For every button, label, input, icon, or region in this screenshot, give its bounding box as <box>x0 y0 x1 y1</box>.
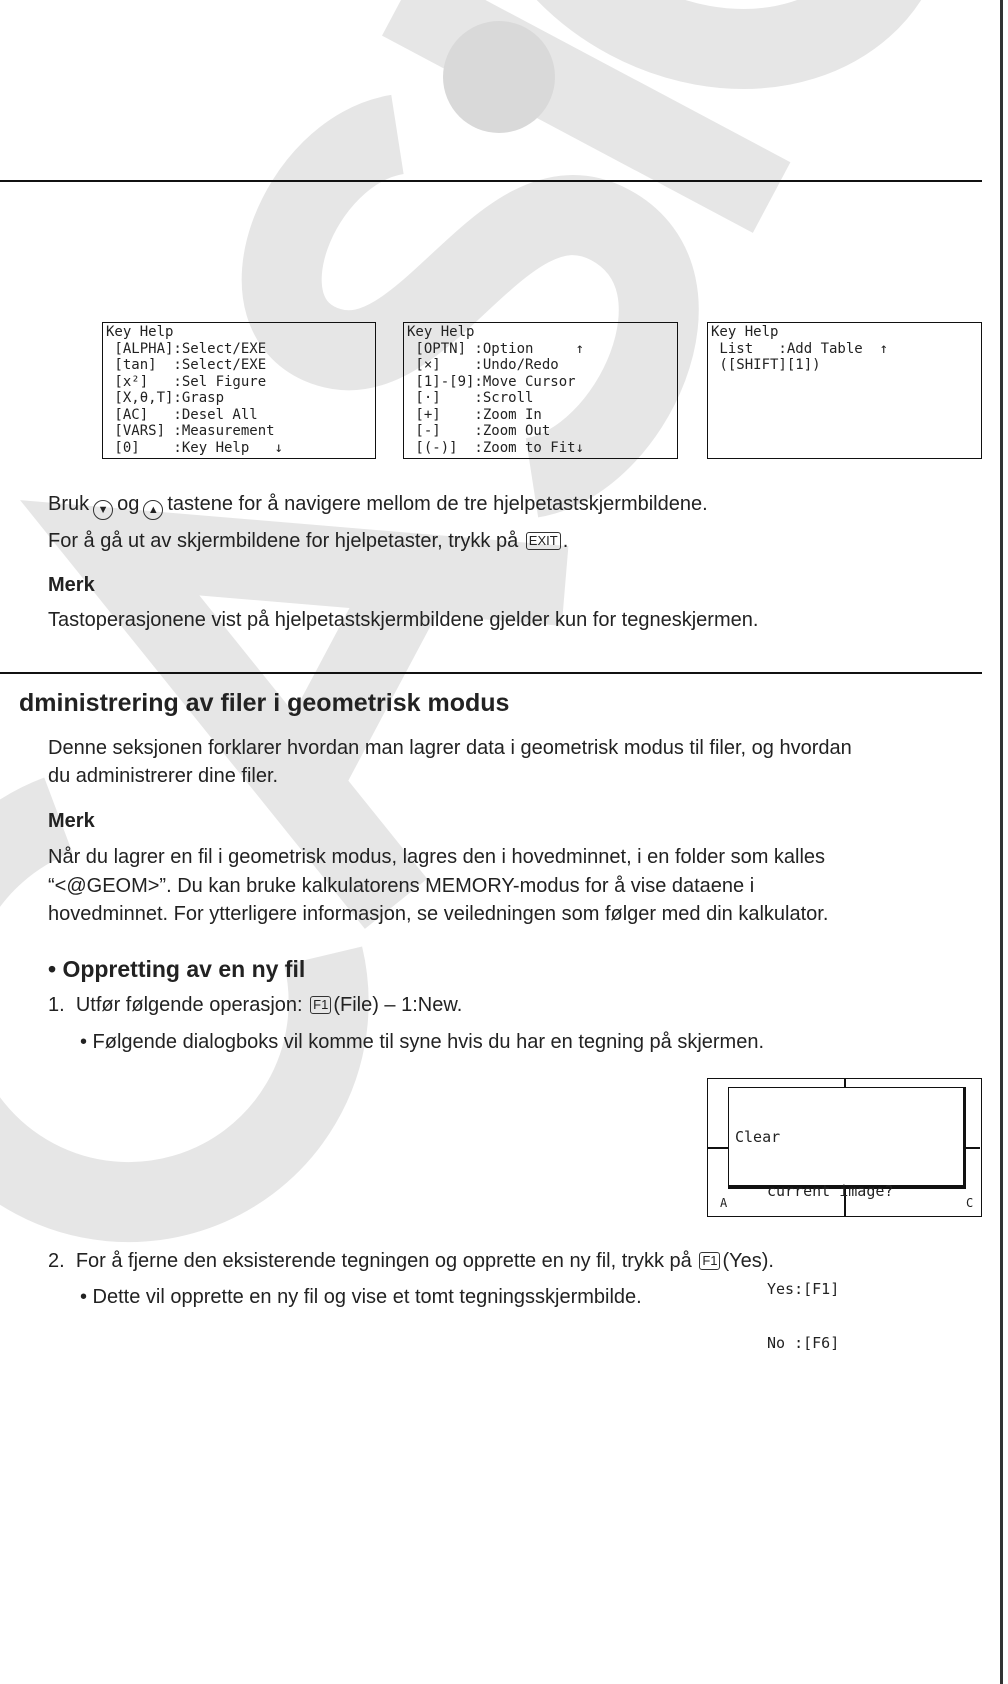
text: tastene for å navigere mellom de tre hjelpetastskjermbildene. <box>167 493 708 515</box>
text: Utfør følgende operasjon: <box>75 994 303 1016</box>
text: og <box>117 493 140 515</box>
text: Bruk <box>48 493 90 515</box>
key-help-screen-3 <box>707 322 982 459</box>
yes-option: Yes:[F1] <box>767 1280 840 1298</box>
screen-line: [X,θ,T]:Grasp <box>106 390 225 406</box>
screen-line: [+] :Zoom In <box>407 406 542 423</box>
screen-line: [-] :Zoom Out <box>407 423 551 439</box>
text: For å gå ut av skjermbildene for hjelpetaster, trykk på <box>48 530 519 552</box>
note-label: Merk <box>48 810 95 832</box>
bullet-text: • Følgende dialogboks vil komme til syne hvis du har en tegning på skjermen. <box>80 1031 765 1053</box>
intro-line: du administrerer dine filer. <box>48 765 279 787</box>
paragraph-navigate <box>48 492 708 520</box>
up-arrow-key-icon: ▲ <box>143 500 163 520</box>
screen-line: [×] :Undo/Redo <box>407 357 559 373</box>
text: For å fjerne den eksisterende tegningen og opprette en ny fil, trykk på <box>75 1250 692 1272</box>
note-text: Tastoperasjonene vist på hjelpetastskjermbildene gjelder kun for tegneskjermen. <box>48 609 759 631</box>
screen-line: [ALPHA]:Select/EXE <box>106 340 267 357</box>
f1-key-icon: F1 <box>699 1252 720 1270</box>
point-label: A <box>720 1196 728 1210</box>
screen-line: List :Add Table ↑ <box>711 340 889 357</box>
intro-line: Denne seksjonen forklarer hvordan man lagrer data i geometrisk modus til filer, og hvordan <box>48 737 852 759</box>
dialog-box <box>728 1087 966 1352</box>
screen-line: [OPTN] :Option ↑ <box>407 340 585 357</box>
key-help-screen-1 <box>102 322 376 459</box>
note-line: Når du lagrer en fil i geometrisk modus, lagres den i hovedminnet, i en folder som kalles <box>48 846 826 868</box>
text: (Yes). <box>722 1250 774 1272</box>
screen-line: [tan] :Select/EXE <box>106 357 267 373</box>
text: (File) – 1:New. <box>333 994 463 1016</box>
screen-line: Key Help <box>106 324 174 340</box>
screen-line: [x²] :Sel Figure <box>106 373 267 390</box>
note-line: “<@GEOM>”. Du kan bruke kalkulatorens MEMORY-modus for å vise dataene i <box>48 875 755 897</box>
divider <box>0 180 982 182</box>
point-label: C <box>966 1196 974 1210</box>
paragraph-exit <box>48 529 568 553</box>
key-help-screen-2 <box>403 322 678 459</box>
screen-line: [·] :Scroll <box>407 390 534 406</box>
dialog-line: current image? <box>767 1182 894 1200</box>
screen-line: Key Help <box>711 324 779 340</box>
right-border <box>1000 0 1003 1684</box>
clear-image-dialog-screen <box>707 1078 982 1352</box>
no-option: No :[F6] <box>767 1334 840 1352</box>
watermark-letter-a <box>25 389 565 904</box>
screen-line: ([SHIFT][1]) <box>711 357 821 373</box>
screen-line: [AC] :Desel All <box>106 406 258 423</box>
divider <box>0 672 982 674</box>
dialog-line: Clear <box>735 1128 781 1146</box>
exit-key-icon: EXIT <box>526 532 561 550</box>
step-number: 1. <box>48 994 65 1016</box>
screen-line: Key Help <box>407 324 475 340</box>
screen-line: [VARS] :Measurement <box>106 423 275 439</box>
bullet-text: • Dette vil opprette en ny fil og vise et tomt tegningsskjermbilde. <box>80 1286 642 1308</box>
section-heading: dministrering av filer i geometrisk modus <box>19 689 510 717</box>
down-arrow-key-icon: ▼ <box>93 500 113 520</box>
note-line: hovedminnet. For ytterligere informasjon, se veiledningen som følger med din kalkulator. <box>48 903 829 925</box>
step-number: 2. <box>48 1250 65 1272</box>
step-2 <box>48 1249 774 1273</box>
screen-line: [(-)] :Zoom to Fit↓ <box>407 439 585 456</box>
page-marker-circle <box>443 21 555 133</box>
screen-line: [0] :Key Help ↓ <box>106 439 284 456</box>
screen-line: [1]-[9]:Move Cursor <box>407 373 576 390</box>
step-1 <box>48 993 462 1017</box>
text: . <box>562 530 569 552</box>
f1-key-icon: F1 <box>310 996 331 1014</box>
note-label: Merk <box>48 574 95 596</box>
subheading: • Oppretting av en ny fil <box>48 956 306 982</box>
